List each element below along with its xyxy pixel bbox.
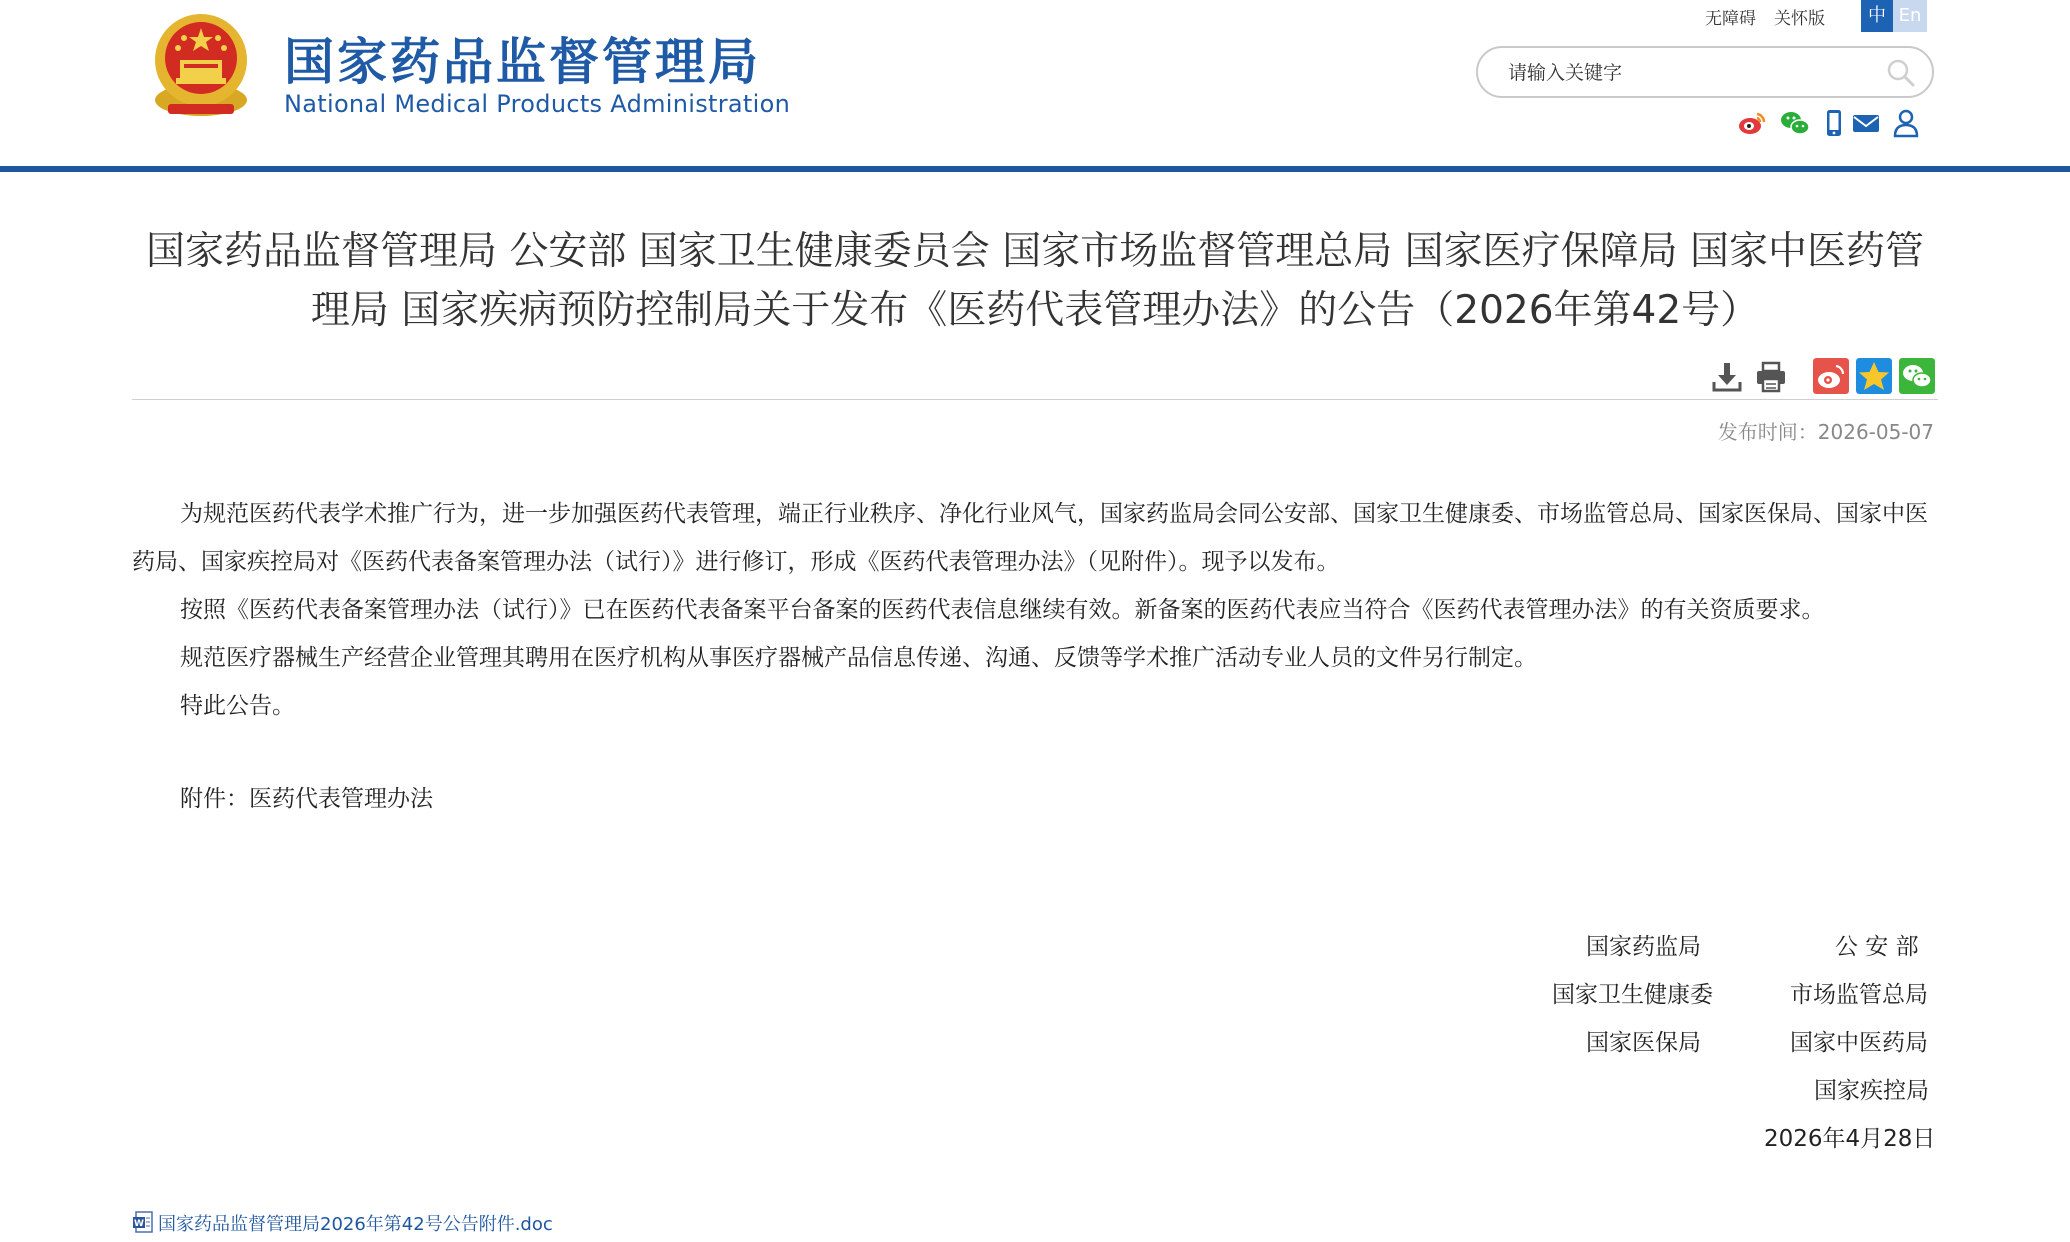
publish-date xyxy=(1718,416,1934,445)
user-icon[interactable] xyxy=(1891,108,1921,138)
mobile-icon[interactable] xyxy=(1819,108,1849,138)
print-icon[interactable] xyxy=(1754,360,1788,394)
signature-natcm: 国家中医药局 xyxy=(1790,1030,1928,1056)
article-title: 国家药品监督管理局 公安部 国家卫生健康委员会 国家市场监督管理总局 国家医疗保障局 国家中医药管理局 国家疾病预防控制局关于发布《医药代表管理办法》的公告（2026年第42号） xyxy=(146,229,1924,333)
publish-date-label: 发布时间： xyxy=(1717,420,1818,444)
signature-nhsa: 国家医保局 xyxy=(1586,1030,1701,1056)
download-icon[interactable] xyxy=(1710,360,1744,394)
weibo-icon[interactable] xyxy=(1737,108,1767,138)
signature-nmpa: 国家药监局 xyxy=(1586,934,1701,960)
site-header xyxy=(0,0,2070,166)
signature-samr: 市场监管总局 xyxy=(1790,982,1928,1008)
search-input[interactable] xyxy=(1506,56,1870,90)
header-divider-bar xyxy=(0,166,2070,172)
article-paragraph: 规范医疗器械生产经营企业管理其聘用在医疗机构从事医疗器械产品信息传递、沟通、反馈等学术推广活动专业人员的文件另行制定。 xyxy=(180,645,1537,671)
signature-mps: 公 安 部 xyxy=(1835,934,1919,960)
signature-date: 2026年4月28日 xyxy=(1764,1126,1936,1152)
share-qzone-icon[interactable] xyxy=(1856,358,1892,394)
share-wechat-icon[interactable] xyxy=(1899,358,1935,394)
publish-date-value: 2026-05-07 xyxy=(1817,420,1934,444)
wechat-icon[interactable] xyxy=(1780,108,1810,138)
signature-ndcpa: 国家疾控局 xyxy=(1814,1078,1929,1104)
share-weibo-icon[interactable] xyxy=(1813,358,1849,394)
article-paragraph: 为规范医药代表学术推广行为，进一步加强医药代表管理，端正行业秩序、净化行业风气，国家药监局会同公安部、国家卫生健康委、市场监管总局、国家医保局、国家中医药局、国家疾控局对《医药代表备案管理办法（试行）》进行修订，形成《医药代表管理办法》（见附件）。现予以发布。 xyxy=(132,501,1928,575)
article-paragraph: 特此公告。 xyxy=(180,693,295,719)
search-icon[interactable] xyxy=(1886,58,1916,88)
search-box xyxy=(1476,46,1934,98)
attachment-filename[interactable]: 国家药品监督管理局2026年第42号公告附件.doc xyxy=(158,1214,553,1235)
attachment-note: 附件：医药代表管理办法 xyxy=(180,786,433,812)
title-divider xyxy=(132,399,1938,400)
site-title-cn[interactable]: 国家药品监督管理局 xyxy=(284,33,761,91)
accessibility-link[interactable]: 无障碍 xyxy=(1705,9,1756,29)
attachment-download-link[interactable] xyxy=(132,1210,553,1236)
article-paragraph: 按照《医药代表备案管理办法（试行）》已在医药代表备案平台备案的医药代表信息继续有效。新备案的医药代表应当符合《医药代表管理办法》的有关资质要求。 xyxy=(180,597,1825,623)
lang-en-button[interactable]: En xyxy=(1893,0,1927,32)
site-title-en[interactable]: National Medical Products Administration xyxy=(284,90,791,118)
mail-icon[interactable] xyxy=(1851,108,1881,138)
national-emblem-icon[interactable] xyxy=(148,8,254,122)
care-mode-link[interactable]: 关怀版 xyxy=(1774,9,1825,29)
word-doc-icon xyxy=(132,1211,154,1233)
svg-text:W: W xyxy=(134,1219,144,1229)
signature-nhc: 国家卫生健康委 xyxy=(1552,982,1713,1008)
lang-cn-button[interactable]: 中 xyxy=(1861,0,1893,32)
